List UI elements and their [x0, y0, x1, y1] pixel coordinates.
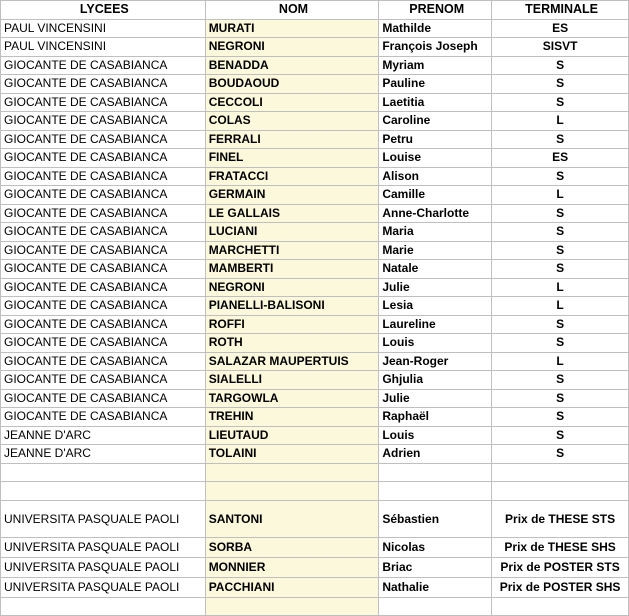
- empty-row: [1, 482, 629, 501]
- nom-cell[interactable]: FINEL: [205, 149, 379, 168]
- nom-cell[interactable]: MAMBERTI: [205, 260, 379, 279]
- nom-cell[interactable]: LIEUTAUD: [205, 426, 379, 445]
- empty-cell[interactable]: [379, 482, 492, 501]
- table-row: [1, 297, 629, 316]
- lycee-cell[interactable]: GIOCANTE DE CASABIANCA: [1, 204, 206, 223]
- nom-cell[interactable]: ROFFI: [205, 315, 379, 334]
- nom-cell[interactable]: NEGRONI: [205, 38, 379, 57]
- terminale-cell[interactable]: S: [492, 93, 629, 112]
- nom-cell[interactable]: TREHIN: [205, 408, 379, 427]
- terminale-cell[interactable]: ES: [492, 19, 629, 38]
- lycee-cell[interactable]: UNIVERSITA PASQUALE PAOLI: [1, 557, 206, 577]
- nom-cell[interactable]: LUCIANI: [205, 223, 379, 242]
- lycee-cell[interactable]: GIOCANTE DE CASABIANCA: [1, 389, 206, 408]
- prenom-cell[interactable]: Lesia: [379, 297, 492, 316]
- lycee-cell[interactable]: GIOCANTE DE CASABIANCA: [1, 130, 206, 149]
- terminale-cell[interactable]: S: [492, 204, 629, 223]
- table-row: [1, 577, 629, 597]
- terminale-cell[interactable]: L: [492, 186, 629, 205]
- prenom-cell[interactable]: Myriam: [379, 56, 492, 75]
- table-row: [1, 352, 629, 371]
- lycee-cell[interactable]: GIOCANTE DE CASABIANCA: [1, 334, 206, 353]
- prenom-cell[interactable]: Raphaël: [379, 408, 492, 427]
- terminale-cell[interactable]: S: [492, 426, 629, 445]
- table-row: [1, 426, 629, 445]
- table-row: [1, 241, 629, 260]
- empty-cell[interactable]: [205, 463, 379, 482]
- empty-cell[interactable]: [379, 463, 492, 482]
- lycee-cell[interactable]: GIOCANTE DE CASABIANCA: [1, 371, 206, 390]
- terminale-cell[interactable]: ES: [492, 149, 629, 168]
- prenom-cell[interactable]: Julie: [379, 389, 492, 408]
- nom-cell[interactable]: PIANELLI-BALISONI: [205, 297, 379, 316]
- terminale-cell[interactable]: S: [492, 445, 629, 464]
- nom-cell[interactable]: SIALELLI: [205, 371, 379, 390]
- terminale-cell[interactable]: S: [492, 260, 629, 279]
- header-row: [1, 1, 629, 20]
- table-row: [1, 445, 629, 464]
- prenom-cell[interactable]: Julie: [379, 278, 492, 297]
- terminale-cell[interactable]: S: [492, 167, 629, 186]
- table-row: [1, 167, 629, 186]
- nom-cell[interactable]: FRATACCI: [205, 167, 379, 186]
- terminale-cell[interactable]: S: [492, 334, 629, 353]
- terminale-cell[interactable]: S: [492, 315, 629, 334]
- nom-cell[interactable]: COLAS: [205, 112, 379, 131]
- table-row: [1, 223, 629, 242]
- table-row: [1, 334, 629, 353]
- terminale-cell[interactable]: S: [492, 241, 629, 260]
- lycee-cell[interactable]: JEANNE D'ARC: [1, 445, 206, 464]
- prenom-cell[interactable]: Laetitia: [379, 93, 492, 112]
- terminale-cell[interactable]: S: [492, 56, 629, 75]
- prenom-cell[interactable]: Briac: [379, 557, 492, 577]
- lycee-cell[interactable]: GIOCANTE DE CASABIANCA: [1, 186, 206, 205]
- prenom-cell[interactable]: Ghjulia: [379, 371, 492, 390]
- terminale-cell[interactable]: L: [492, 297, 629, 316]
- lycee-cell[interactable]: UNIVERSITA PASQUALE PAOLI: [1, 577, 206, 597]
- prenom-cell[interactable]: Jean-Roger: [379, 352, 492, 371]
- table-row: [1, 389, 629, 408]
- empty-cell[interactable]: [1, 597, 206, 616]
- table-row: [1, 500, 629, 537]
- header-prenom[interactable]: PRENOM: [379, 1, 492, 20]
- lycee-cell[interactable]: PAUL VINCENSINI: [1, 19, 206, 38]
- nom-cell[interactable]: NEGRONI: [205, 278, 379, 297]
- terminale-cell[interactable]: Prix de THESE STS: [492, 500, 629, 537]
- prenom-cell[interactable]: Louis: [379, 426, 492, 445]
- prenom-cell[interactable]: Anne-Charlotte: [379, 204, 492, 223]
- lycee-cell[interactable]: GIOCANTE DE CASABIANCA: [1, 408, 206, 427]
- table-body: [1, 19, 629, 616]
- nom-cell[interactable]: CECCOLI: [205, 93, 379, 112]
- empty-cell[interactable]: [1, 482, 206, 501]
- table-row: [1, 93, 629, 112]
- nom-cell[interactable]: BOUDAOUD: [205, 75, 379, 94]
- table-row: [1, 371, 629, 390]
- nom-cell[interactable]: MONNIER: [205, 557, 379, 577]
- table-row: [1, 278, 629, 297]
- nom-cell[interactable]: TOLAINI: [205, 445, 379, 464]
- prenom-cell[interactable]: Sébastien: [379, 500, 492, 537]
- nom-cell[interactable]: SANTONI: [205, 500, 379, 537]
- empty-cell[interactable]: [205, 597, 379, 616]
- nom-cell[interactable]: BENADDA: [205, 56, 379, 75]
- prenom-cell[interactable]: Camille: [379, 186, 492, 205]
- nom-cell[interactable]: MARCHETTI: [205, 241, 379, 260]
- terminale-cell[interactable]: Prix de THESE SHS: [492, 537, 629, 557]
- nom-cell[interactable]: SORBA: [205, 537, 379, 557]
- prenom-cell[interactable]: Louis: [379, 334, 492, 353]
- prenom-cell[interactable]: Mathilde: [379, 19, 492, 38]
- prenom-cell[interactable]: Marie: [379, 241, 492, 260]
- lycee-cell[interactable]: GIOCANTE DE CASABIANCA: [1, 297, 206, 316]
- nom-cell[interactable]: ROTH: [205, 334, 379, 353]
- header-nom[interactable]: NOM: [205, 1, 379, 20]
- terminale-cell[interactable]: SISVT: [492, 38, 629, 57]
- lycee-cell[interactable]: GIOCANTE DE CASABIANCA: [1, 112, 206, 131]
- prenom-cell[interactable]: Maria: [379, 223, 492, 242]
- lycee-cell[interactable]: GIOCANTE DE CASABIANCA: [1, 352, 206, 371]
- empty-cell[interactable]: [205, 482, 379, 501]
- table-row: [1, 19, 629, 38]
- lycee-cell[interactable]: GIOCANTE DE CASABIANCA: [1, 75, 206, 94]
- terminale-cell[interactable]: L: [492, 352, 629, 371]
- lycee-cell[interactable]: PAUL VINCENSINI: [1, 38, 206, 57]
- lycee-cell[interactable]: GIOCANTE DE CASABIANCA: [1, 315, 206, 334]
- empty-cell[interactable]: [492, 482, 629, 501]
- empty-row: [1, 463, 629, 482]
- nom-cell[interactable]: GERMAIN: [205, 186, 379, 205]
- nom-cell[interactable]: PACCHIANI: [205, 577, 379, 597]
- table-row: [1, 112, 629, 131]
- lycee-cell[interactable]: GIOCANTE DE CASABIANCA: [1, 167, 206, 186]
- empty-cell[interactable]: [492, 597, 629, 616]
- terminale-cell[interactable]: Prix de POSTER STS: [492, 557, 629, 577]
- table-row: [1, 204, 629, 223]
- table-row: [1, 56, 629, 75]
- empty-row: [1, 597, 629, 616]
- header-lycees[interactable]: LYCEES: [1, 1, 206, 20]
- prenom-cell[interactable]: Caroline: [379, 112, 492, 131]
- table-row: [1, 38, 629, 57]
- terminale-cell[interactable]: S: [492, 371, 629, 390]
- prenom-cell[interactable]: Pauline: [379, 75, 492, 94]
- terminale-cell[interactable]: S: [492, 408, 629, 427]
- table-row: [1, 315, 629, 334]
- table-row: [1, 537, 629, 557]
- empty-cell[interactable]: [379, 597, 492, 616]
- prenom-cell[interactable]: Alison: [379, 167, 492, 186]
- table-row: [1, 260, 629, 279]
- terminale-cell[interactable]: S: [492, 130, 629, 149]
- lycee-cell[interactable]: GIOCANTE DE CASABIANCA: [1, 278, 206, 297]
- prenom-cell[interactable]: Laureline: [379, 315, 492, 334]
- prenom-cell[interactable]: Adrien: [379, 445, 492, 464]
- lycee-cell[interactable]: GIOCANTE DE CASABIANCA: [1, 241, 206, 260]
- terminale-cell[interactable]: S: [492, 223, 629, 242]
- table-row: [1, 130, 629, 149]
- terminale-cell[interactable]: Prix de POSTER SHS: [492, 577, 629, 597]
- prenom-cell[interactable]: François Joseph: [379, 38, 492, 57]
- table-row: [1, 186, 629, 205]
- lycee-cell[interactable]: UNIVERSITA PASQUALE PAOLI: [1, 537, 206, 557]
- lycee-cell[interactable]: JEANNE D'ARC: [1, 426, 206, 445]
- lycee-cell[interactable]: GIOCANTE DE CASABIANCA: [1, 260, 206, 279]
- nom-cell[interactable]: SALAZAR MAUPERTUIS: [205, 352, 379, 371]
- terminale-cell[interactable]: L: [492, 278, 629, 297]
- nom-cell[interactable]: LE GALLAIS: [205, 204, 379, 223]
- table-row: [1, 75, 629, 94]
- prenom-cell[interactable]: Petru: [379, 130, 492, 149]
- prenom-cell[interactable]: Louise: [379, 149, 492, 168]
- header-terminale[interactable]: TERMINALE: [492, 1, 629, 20]
- nom-cell[interactable]: TARGOWLA: [205, 389, 379, 408]
- table-row: [1, 149, 629, 168]
- table-row: [1, 557, 629, 577]
- lycee-cell[interactable]: GIOCANTE DE CASABIANCA: [1, 223, 206, 242]
- prenom-cell[interactable]: Natale: [379, 260, 492, 279]
- prenom-cell[interactable]: Nathalie: [379, 577, 492, 597]
- lycee-cell[interactable]: UNIVERSITA PASQUALE PAOLI: [1, 500, 206, 537]
- prenom-cell[interactable]: Nicolas: [379, 537, 492, 557]
- nom-cell[interactable]: MURATI: [205, 19, 379, 38]
- nom-cell[interactable]: FERRALI: [205, 130, 379, 149]
- lycee-cell[interactable]: GIOCANTE DE CASABIANCA: [1, 149, 206, 168]
- lycee-cell[interactable]: GIOCANTE DE CASABIANCA: [1, 93, 206, 112]
- empty-cell[interactable]: [1, 463, 206, 482]
- terminale-cell[interactable]: S: [492, 389, 629, 408]
- table-row: [1, 408, 629, 427]
- empty-cell[interactable]: [492, 463, 629, 482]
- terminale-cell[interactable]: S: [492, 75, 629, 94]
- lycee-cell[interactable]: GIOCANTE DE CASABIANCA: [1, 56, 206, 75]
- terminale-cell[interactable]: L: [492, 112, 629, 131]
